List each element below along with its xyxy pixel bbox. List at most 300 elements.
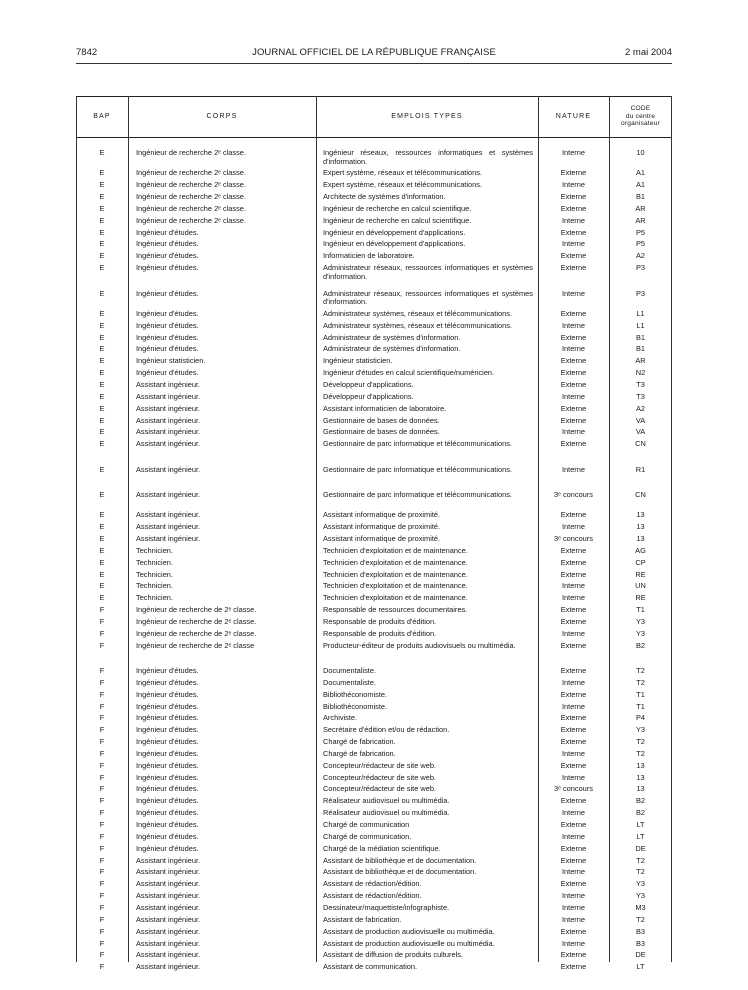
corps-cell: Assistant ingénieur. xyxy=(136,867,201,877)
bap-cell: F xyxy=(99,808,105,818)
nature-cell: Externe xyxy=(560,263,587,273)
emploi-cell: Responsable de ressources documentaires. xyxy=(323,605,468,615)
corps-cell: Ingénieur d'études. xyxy=(136,748,199,758)
bap-cell: E xyxy=(99,180,105,190)
code-cell: B1 xyxy=(635,344,646,354)
nature-cell: Interne xyxy=(561,628,585,638)
nature-cell: Externe xyxy=(560,439,587,449)
emploi-cell: Chargé de fabrication. xyxy=(323,737,396,747)
code-cell: RE xyxy=(635,569,646,579)
emploi-cell: Responsable de produits d'édition. xyxy=(323,616,437,626)
corps-cell: Ingénieur d'études. xyxy=(136,784,199,794)
emploi-cell: Chargé de fabrication. xyxy=(323,748,396,758)
corps-cell: Ingénieur d'études. xyxy=(136,760,199,770)
emploi-cell: Producteur-éditeur de produits audiovisuels ou multimédia. xyxy=(323,640,516,650)
nature-cell: Externe xyxy=(560,332,587,342)
emploi-cell: Chargé de communication xyxy=(323,820,410,829)
nature-cell: 3ᵉ concours xyxy=(554,489,593,499)
bap-cell: E xyxy=(99,251,105,261)
corps-cell: Ingénieur d'études. xyxy=(136,308,199,318)
bap-cell: F xyxy=(99,737,105,747)
corps-cell: Ingénieur d'études. xyxy=(136,737,199,747)
bap-cell: F xyxy=(99,760,105,770)
nature-cell: Externe xyxy=(560,689,587,699)
bap-cell: F xyxy=(99,926,105,936)
nature-cell: Interne xyxy=(561,320,585,330)
corps-cell: Assistant ingénieur. xyxy=(136,510,201,520)
publication-date: 2 mai 2004 xyxy=(624,47,672,58)
nature-cell: Interne xyxy=(561,427,585,437)
nature-cell: Interne xyxy=(561,772,585,782)
nature-cell: Interne xyxy=(561,701,585,711)
code-cell: T2 xyxy=(636,855,645,865)
bap-cell: F xyxy=(99,855,105,865)
nature-cell: Externe xyxy=(560,203,587,213)
corps-cell: Ingénieur d'études. xyxy=(136,227,199,237)
nature-cell: Externe xyxy=(560,569,587,579)
nature-cell: Interne xyxy=(561,391,585,401)
nature-cell: Externe xyxy=(560,616,587,626)
code-cell: T1 xyxy=(636,605,645,615)
bap-cell: F xyxy=(99,701,105,711)
code-cell: CN xyxy=(635,439,646,449)
code-cell: Y3 xyxy=(635,616,646,626)
emploi-cell: Réalisateur audiovisuel ou multimédia. xyxy=(323,808,450,818)
code-cell: T2 xyxy=(636,748,645,758)
corps-cell: Assistant ingénieur. xyxy=(136,415,201,425)
corps-cell: Ingénieur d'études. xyxy=(136,251,199,261)
nature-cell: Interne xyxy=(561,148,585,157)
bap-cell: E xyxy=(99,510,105,520)
recruitment-table xyxy=(76,96,672,972)
bap-cell: E xyxy=(99,320,105,330)
bap-cell: F xyxy=(99,831,105,841)
corps-cell: Ingénieur d'études. xyxy=(136,701,199,711)
emploi-cell: Dessinateur/maquettiste/infographiste. xyxy=(323,902,450,912)
emploi-cell: Ingénieur en développement d'applications. xyxy=(323,239,466,249)
code-header-line: organisateur xyxy=(620,120,661,128)
bap-cell: E xyxy=(99,356,105,366)
bap-cell: E xyxy=(99,148,105,157)
corps-cell: Assistant ingénieur. xyxy=(136,950,201,960)
bap-cell: E xyxy=(99,439,105,449)
bap-cell: E xyxy=(99,215,105,225)
nature-cell: Externe xyxy=(560,760,587,770)
code-cell: LT xyxy=(636,820,645,829)
bap-cell: E xyxy=(99,557,105,567)
nature-cell: Interne xyxy=(561,808,585,818)
nature-cell: Externe xyxy=(560,737,587,747)
bap-cell: E xyxy=(99,522,105,532)
code-cell: 13 xyxy=(636,522,645,532)
bap-cell: E xyxy=(99,379,105,389)
nature-cell: Externe xyxy=(560,251,587,261)
corps-cell: Ingénieur de recherche 2ᵉ classe. xyxy=(136,180,246,190)
code-cell: B2 xyxy=(635,808,646,818)
code-cell: T1 xyxy=(636,701,645,711)
nature-cell: Externe xyxy=(560,227,587,237)
emploi-cell: Ingénieur d'études en calcul scientifique/numéricien. xyxy=(323,368,495,378)
nature-cell: Interne xyxy=(561,938,585,948)
corps-cell: Ingénieur de recherche de 2ᵉ classe xyxy=(136,640,255,650)
corps-cell: Ingénieur d'études. xyxy=(136,843,199,853)
code-cell: M3 xyxy=(635,902,646,912)
bap-cell: F xyxy=(99,914,105,924)
corps-cell: Assistant ingénieur. xyxy=(136,962,201,972)
nature-cell: Externe xyxy=(560,403,587,413)
emploi-cell: Ingénieur en développement d'applications. xyxy=(323,227,466,237)
emploi-cell: Technicien d'exploitation et de maintenance. xyxy=(323,593,468,603)
corps-cell: Assistant ingénieur. xyxy=(136,855,201,865)
nature-cell: Externe xyxy=(560,605,587,615)
nature-cell: Externe xyxy=(560,725,587,735)
emploi-cell: Concepteur/rédacteur de site web. xyxy=(323,784,436,794)
code-cell: DE xyxy=(635,843,646,853)
nature-cell: Interne xyxy=(561,748,585,758)
nature-cell: Externe xyxy=(560,665,587,675)
bap-cell: F xyxy=(99,867,105,877)
emploi-cell: Assistant de communication. xyxy=(323,962,418,972)
bap-cell: E xyxy=(99,332,105,342)
emploi-cell: Concepteur/rédacteur de site web. xyxy=(323,772,436,782)
nature-cell: Externe xyxy=(560,713,587,723)
emploi-cell: Administrateur de systèmes d'information. xyxy=(323,332,461,342)
code-cell: B3 xyxy=(635,926,646,936)
code-cell: A2 xyxy=(635,251,646,261)
nature-cell: Interne xyxy=(561,914,585,924)
code-cell: DE xyxy=(635,950,646,960)
emploi-cell: Gestionnaire de parc informatique et télécommunications. xyxy=(323,464,512,474)
bap-cell: E xyxy=(99,593,105,603)
emploi-cell: Responsable de produits d'édition. xyxy=(323,628,437,638)
emploi-cell: Développeur d'applications. xyxy=(323,391,414,401)
code-cell: B1 xyxy=(635,332,646,342)
emploi-cell: Concepteur/rédacteur de site web. xyxy=(323,760,436,770)
nature-cell: Externe xyxy=(560,557,587,567)
bap-cell: F xyxy=(99,677,105,687)
corps-cell: Ingénieur d'études. xyxy=(136,831,199,841)
bap-cell: E xyxy=(99,545,105,555)
bap-cell: E xyxy=(99,368,105,378)
emploi-cell: Assistant de rédaction/édition. xyxy=(323,891,422,901)
bap-cell: E xyxy=(99,263,105,273)
emploi-cell: Gestionnaire de parc informatique et télécommunications. xyxy=(323,489,512,499)
bap-cell: F xyxy=(99,938,105,948)
code-cell: T2 xyxy=(636,737,645,747)
corps-cell: Technicien. xyxy=(136,581,173,591)
bap-cell: E xyxy=(99,288,105,298)
emploi-cell: Administrateur réseaux, ressources informatiques et systèmes d'information. xyxy=(323,263,533,281)
emploi-cell: Technicien d'exploitation et de maintenance. xyxy=(323,569,468,579)
emploi-cell: Expert système, réseaux et télécommunications. xyxy=(323,168,482,178)
corps-cell: Ingénieur d'études. xyxy=(136,725,199,735)
emploi-cell: Ingénieur de recherche en calcul scientifique. xyxy=(323,215,472,225)
corps-cell: Assistant ingénieur. xyxy=(136,427,201,437)
corps-cell: Assistant ingénieur. xyxy=(136,902,201,912)
emploi-cell: Assistant de diffusion de produits culturels. xyxy=(323,950,463,960)
emploi-cell: Assistant de bibliothèque et de documentation. xyxy=(323,867,477,877)
column-divider xyxy=(316,96,317,962)
emploi-cell: Archiviste. xyxy=(323,713,358,723)
nature-cell: Interne xyxy=(561,464,585,474)
bap-cell: F xyxy=(99,820,105,829)
corps-cell: Technicien. xyxy=(136,557,173,567)
nature-cell: Interne xyxy=(561,522,585,532)
code-cell: 10 xyxy=(636,148,645,157)
emploi-cell: Ingénieur de recherche en calcul scientifique. xyxy=(323,203,472,213)
corps-cell: Ingénieur de recherche 2ᵉ classe. xyxy=(136,203,246,213)
bap-cell: E xyxy=(99,569,105,579)
bap-cell: F xyxy=(99,772,105,782)
nature-cell: Interne xyxy=(561,581,585,591)
nature-cell: Interne xyxy=(561,831,585,841)
nature-cell: Interne xyxy=(561,902,585,912)
emploi-cell: Ingénieur statisticien. xyxy=(323,356,393,366)
code-cell: CP xyxy=(635,557,646,567)
emploi-cell: Technicien d'exploitation et de maintenance. xyxy=(323,545,468,555)
emploi-cell: Assistant informaticien de laboratoire. xyxy=(323,403,447,413)
bap-cell: E xyxy=(99,464,105,474)
nature-cell: Externe xyxy=(560,308,587,318)
nature-cell: Interne xyxy=(561,593,585,603)
table-header-rule xyxy=(76,137,672,138)
code-cell: 13 xyxy=(636,772,645,782)
emploi-cell: Bibliothéconomiste. xyxy=(323,689,388,699)
emploi-cell: Chargé de la médiation scientifique. xyxy=(323,843,441,853)
column-header-code xyxy=(609,96,672,137)
code-cell: RE xyxy=(635,593,646,603)
nature-cell: Externe xyxy=(560,879,587,889)
code-cell: A2 xyxy=(635,403,646,413)
nature-cell: Externe xyxy=(560,415,587,425)
bap-cell: E xyxy=(99,203,105,213)
emploi-cell: Assistant informatique de proximité. xyxy=(323,533,441,543)
nature-cell: Externe xyxy=(560,168,587,178)
emploi-cell: Secrétaire d'édition et/ou de rédaction. xyxy=(323,725,450,735)
code-cell: 13 xyxy=(636,784,645,794)
code-cell: T2 xyxy=(636,665,645,675)
code-cell: Y3 xyxy=(635,725,646,735)
column-header-nature: NATURE xyxy=(555,113,592,120)
corps-cell: Ingénieur d'études. xyxy=(136,689,199,699)
bap-cell: F xyxy=(99,950,105,960)
code-cell: LT xyxy=(636,962,645,972)
nature-cell: Externe xyxy=(560,368,587,378)
page-header xyxy=(76,47,672,61)
corps-cell: Ingénieur d'études. xyxy=(136,288,199,298)
nature-cell: Externe xyxy=(560,855,587,865)
corps-cell: Ingénieur d'études. xyxy=(136,239,199,249)
corps-cell: Ingénieur de recherche 2ᵉ classe. xyxy=(136,148,246,157)
code-cell: B3 xyxy=(635,938,646,948)
code-cell: P3 xyxy=(635,263,646,273)
code-cell: L1 xyxy=(636,308,645,318)
bap-cell: E xyxy=(99,427,105,437)
code-cell: T2 xyxy=(636,677,645,687)
corps-cell: Assistant ingénieur. xyxy=(136,926,201,936)
code-cell: Y3 xyxy=(635,891,646,901)
nature-cell: Interne xyxy=(561,288,585,298)
code-cell: B2 xyxy=(635,796,646,806)
code-header-line: du centre xyxy=(625,112,656,120)
code-cell: P5 xyxy=(635,239,646,249)
code-cell: L1 xyxy=(636,320,645,330)
corps-cell: Ingénieur d'études. xyxy=(136,796,199,806)
bap-cell: F xyxy=(99,640,105,650)
code-cell: 13 xyxy=(636,760,645,770)
code-cell: CN xyxy=(635,489,646,499)
emploi-cell: Réalisateur audiovisuel ou multimédia. xyxy=(323,796,450,806)
corps-cell: Assistant ingénieur. xyxy=(136,533,201,543)
corps-cell: Assistant ingénieur. xyxy=(136,914,201,924)
code-cell: A1 xyxy=(635,168,646,178)
bap-cell: E xyxy=(99,489,105,499)
nature-cell: Externe xyxy=(560,962,587,972)
bap-cell: E xyxy=(99,581,105,591)
corps-cell: Ingénieur d'études. xyxy=(136,665,199,675)
emploi-cell: Assistant de production audiovisuelle ou multimédia. xyxy=(323,938,495,948)
corps-cell: Ingénieur d'études. xyxy=(136,808,199,818)
emploi-cell: Administrateur réseaux, ressources informatiques et systèmes d'information. xyxy=(323,288,533,306)
bap-cell: F xyxy=(99,713,105,723)
nature-cell: Externe xyxy=(560,356,587,366)
emploi-cell: Technicien d'exploitation et de maintenance. xyxy=(323,557,468,567)
corps-cell: Ingénieur d'études. xyxy=(136,332,199,342)
corps-cell: Ingénieur d'études. xyxy=(136,820,199,829)
emploi-cell: Architecte de systèmes d'information. xyxy=(323,192,446,202)
emploi-cell: Documentaliste. xyxy=(323,677,376,687)
emploi-cell: Chargé de communication. xyxy=(323,831,412,841)
code-cell: 13 xyxy=(636,533,645,543)
code-cell: VA xyxy=(635,415,646,425)
bap-cell: F xyxy=(99,784,105,794)
corps-cell: Ingénieur statisticien. xyxy=(136,356,206,366)
bap-cell: E xyxy=(99,403,105,413)
nature-cell: 3ᵉ concours xyxy=(554,784,593,794)
nature-cell: 3ᵉ concours xyxy=(554,533,593,543)
code-cell: UN xyxy=(635,581,646,591)
bap-cell: F xyxy=(99,616,105,626)
header-rule xyxy=(76,63,672,64)
corps-cell: Ingénieur d'études. xyxy=(136,263,199,273)
emploi-cell: Ingénieur réseaux, ressources informatiques et systèmes d'information. xyxy=(323,148,533,166)
code-cell: T1 xyxy=(636,689,645,699)
bap-cell: E xyxy=(99,344,105,354)
bap-cell: F xyxy=(99,689,105,699)
bap-cell: F xyxy=(99,879,105,889)
corps-cell: Assistant ingénieur. xyxy=(136,403,201,413)
bap-cell: F xyxy=(99,628,105,638)
code-cell: B2 xyxy=(635,640,646,650)
emploi-cell: Assistant de fabrication. xyxy=(323,914,402,924)
corps-cell: Assistant ingénieur. xyxy=(136,891,201,901)
corps-cell: Ingénieur de recherche de 2ᵉ classe. xyxy=(136,616,257,626)
code-cell: AR xyxy=(635,203,646,213)
bap-cell: E xyxy=(99,308,105,318)
emploi-cell: Assistant informatique de proximité. xyxy=(323,510,441,520)
corps-cell: Assistant ingénieur. xyxy=(136,489,201,499)
emploi-cell: Expert système, réseaux et télécommunications. xyxy=(323,180,482,190)
corps-cell: Assistant ingénieur. xyxy=(136,391,201,401)
bap-cell: F xyxy=(99,902,105,912)
corps-cell: Ingénieur d'études. xyxy=(136,677,199,687)
nature-cell: Externe xyxy=(560,510,587,520)
code-cell: B1 xyxy=(635,192,646,202)
journal-title: JOURNAL OFFICIEL DE LA RÉPUBLIQUE FRANÇAISE xyxy=(252,47,496,58)
nature-cell: Externe xyxy=(560,192,587,202)
bap-cell: F xyxy=(99,796,105,806)
nature-cell: Externe xyxy=(560,950,587,960)
corps-cell: Technicien. xyxy=(136,545,173,555)
bap-cell: F xyxy=(99,962,105,972)
emploi-cell: Gestionnaire de bases de données. xyxy=(323,427,440,437)
emploi-cell: Assistant informatique de proximité. xyxy=(323,522,441,532)
code-cell: N2 xyxy=(635,368,646,378)
nature-cell: Interne xyxy=(561,891,585,901)
corps-cell: Technicien. xyxy=(136,569,173,579)
code-cell: A1 xyxy=(635,180,646,190)
bap-cell: E xyxy=(99,391,105,401)
code-cell: LT xyxy=(636,831,645,841)
code-cell: VA xyxy=(635,427,646,437)
bap-cell: E xyxy=(99,239,105,249)
corps-cell: Ingénieur d'études. xyxy=(136,713,199,723)
code-cell: R1 xyxy=(635,464,646,474)
emploi-cell: Gestionnaire de bases de données. xyxy=(323,415,440,425)
corps-cell: Assistant ingénieur. xyxy=(136,522,201,532)
emploi-cell: Administrateur de systèmes d'information. xyxy=(323,344,461,354)
column-header-corps: CORPS xyxy=(206,113,238,120)
emploi-cell: Développeur d'applications. xyxy=(323,379,414,389)
code-cell: AG xyxy=(635,545,646,555)
bap-cell: F xyxy=(99,891,105,901)
emploi-cell: Assistant de bibliothèque et de documentation. xyxy=(323,855,477,865)
page-number: 7842 xyxy=(76,47,98,58)
bap-cell: F xyxy=(99,843,105,853)
corps-cell: Assistant ingénieur. xyxy=(136,379,201,389)
nature-cell: Externe xyxy=(560,926,587,936)
code-cell: P5 xyxy=(635,227,646,237)
corps-cell: Ingénieur d'études. xyxy=(136,320,199,330)
emploi-cell: Technicien d'exploitation et de maintenance. xyxy=(323,581,468,591)
emploi-cell: Administrateur systèmes, réseaux et télécommunications. xyxy=(323,320,512,330)
bap-cell: E xyxy=(99,192,105,202)
code-cell: T3 xyxy=(636,379,645,389)
nature-cell: Externe xyxy=(560,796,587,806)
emploi-cell: Assistant de production audiovisuelle ou multimédia. xyxy=(323,926,495,936)
column-divider xyxy=(128,96,129,962)
nature-cell: Interne xyxy=(561,239,585,249)
emploi-cell: Administrateur systèmes, réseaux et télécommunications. xyxy=(323,308,512,318)
code-cell: AR xyxy=(635,215,646,225)
bap-cell: F xyxy=(99,748,105,758)
corps-cell: Ingénieur de recherche de 2ᵉ classe. xyxy=(136,628,257,638)
corps-cell: Assistant ingénieur. xyxy=(136,439,201,449)
code-cell: P3 xyxy=(635,288,646,298)
nature-cell: Externe xyxy=(560,640,587,650)
code-cell: Y3 xyxy=(635,879,646,889)
bap-cell: E xyxy=(99,227,105,237)
nature-cell: Interne xyxy=(561,677,585,687)
corps-cell: Ingénieur d'études. xyxy=(136,344,199,354)
code-cell: 13 xyxy=(636,510,645,520)
corps-cell: Ingénieur de recherche 2ᵉ classe. xyxy=(136,215,246,225)
emploi-cell: Assistant de rédaction/édition. xyxy=(323,879,422,889)
corps-cell: Ingénieur de recherche 2ᵉ classe. xyxy=(136,192,246,202)
emploi-cell: Bibliothéconomiste. xyxy=(323,701,388,711)
bap-cell: E xyxy=(99,415,105,425)
emploi-cell: Documentaliste. xyxy=(323,665,376,675)
